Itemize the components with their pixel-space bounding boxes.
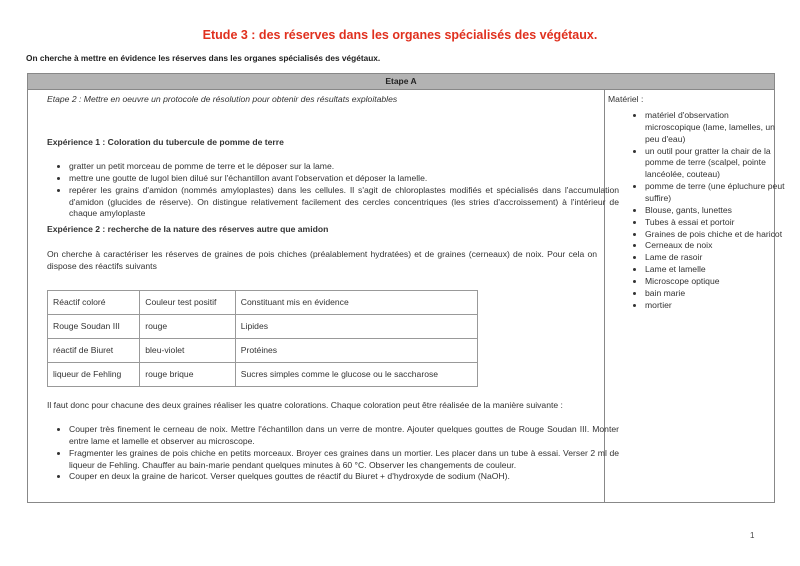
page-title: Etude 3 : des réserves dans les organes spécialisés des végétaux. — [202, 28, 598, 42]
step-subtitle: Etape 2 : Mettre en oeuvre un protocole de résolution pour obtenir des résultats exploitables — [47, 94, 398, 104]
list-item: • Tubes à essai et portoir — [645, 217, 785, 229]
table-row — [48, 339, 478, 363]
list-item: • Lame de rasoir — [645, 252, 785, 264]
table-row — [48, 363, 478, 387]
list-item: • Microscope optique — [645, 276, 785, 288]
table-cell: rouge brique — [140, 363, 236, 387]
list-item: • un outil pour gratter la chair de la pomme de terre (scalpel, pointe lancéolée, couteau) — [645, 146, 785, 182]
reagent-table — [47, 290, 478, 387]
table-cell: rouge — [140, 315, 236, 339]
table-cell: Rouge Soudan III — [48, 315, 140, 339]
list-item: • Cerneaux de noix — [645, 240, 785, 252]
materiel-column — [605, 90, 785, 502]
table-cell: réactif de Biuret — [48, 339, 140, 363]
intro-text: On cherche à mettre en évidence les réserves dans les organes spécialisés des végétaux. — [26, 53, 381, 63]
experiment2-title: Expérience 2 : recherche de la nature des réserves autre que amidon — [47, 224, 329, 234]
experiment2-intro: On cherche à caractériser les réserves de graines de pois chiches (préalablement hydratées) et de graines (cerneaux) de noix. Pour cela on dispose des réactifs suivants — [47, 249, 597, 271]
table-cell: Protéines — [235, 339, 477, 363]
table-header-cell: Couleur test positif — [140, 291, 236, 315]
conclusion-text: Il faut donc pour chacune des deux graines réaliser les quatre colorations. Chaque coloration peut être réalisée de la manière suivante : — [47, 400, 563, 410]
table-cell: liqueur de Fehling — [48, 363, 140, 387]
table-cell: Lipides — [235, 315, 477, 339]
list-item: • pomme de terre (une épluchure peut suffire) — [645, 181, 785, 205]
table-cell: Sucres simples comme le glucose ou le saccharose — [235, 363, 477, 387]
list-item: • gratter un petit morceau de pomme de terre et le déposer sur la lame. — [69, 161, 619, 173]
materiel-label: Matériel : — [608, 94, 644, 104]
list-item: • Couper en deux la graine de haricot. Verser quelques gouttes de réactif du Biuret + d'hydroxyde de sodium (NaOH). — [69, 471, 619, 483]
main-table — [27, 73, 785, 503]
list-item: • repérer les grains d'amidon (nommés amyloplastes) dans les cellules. Il s'agit de chloroplastes modifiés et spécialisés dans l'accumulation d'amidon (glucides de réserve). On distingue relativement facilement des cercles concentriques (les stries d'accroissement) à l'intérieur de chaque amyloplaste — [69, 185, 619, 221]
table-row — [48, 291, 478, 315]
table-header-cell: Constituant mis en évidence — [235, 291, 477, 315]
materiel-list — [625, 110, 785, 312]
table-header-cell: Réactif coloré — [48, 291, 140, 315]
step-header: Etape A — [28, 74, 774, 90]
table-cell: bleu-violet — [140, 339, 236, 363]
list-item: • mortier — [645, 300, 785, 312]
experiment1-bullets — [47, 161, 619, 220]
list-item: • bain marie — [645, 288, 785, 300]
protocol-steps — [47, 424, 619, 483]
list-item: • mettre une goutte de lugol bien dilué sur l'échantillon avant l'observation et déposer la lamelle. — [69, 173, 619, 185]
list-item: • Blouse, gants, lunettes — [645, 205, 785, 217]
page-number: 1 — [750, 531, 755, 540]
list-item: • Couper très finement le cerneau de noix. Mettre l'échantillon dans un verre de montre. Ajouter quelques gouttes de Rouge Soudan III. Monter entre lame et lamelle et observer au microscope. — [69, 424, 619, 448]
table-row — [48, 315, 478, 339]
protocol-column — [28, 90, 619, 502]
experiment1-title: Expérience 1 : Coloration du tubercule de pomme de terre — [47, 137, 284, 147]
list-item: • matériel d'observation microscopique (lame, lamelles, un peu d'eau) — [645, 110, 785, 146]
list-item: • Graines de pois chiche et de haricot — [645, 229, 785, 241]
list-item: • Lame et lamelle — [645, 264, 785, 276]
list-item: • Fragmenter les graines de pois chiche en petits morceaux. Broyer ces graines dans un mortier. Les placer dans un tube à essai. Verser 2 ml de liqueur de Fehling. Chauffer au bain-marie pendant quelques minutes à 60 °C. Observer les changements de couleur. — [69, 448, 619, 472]
